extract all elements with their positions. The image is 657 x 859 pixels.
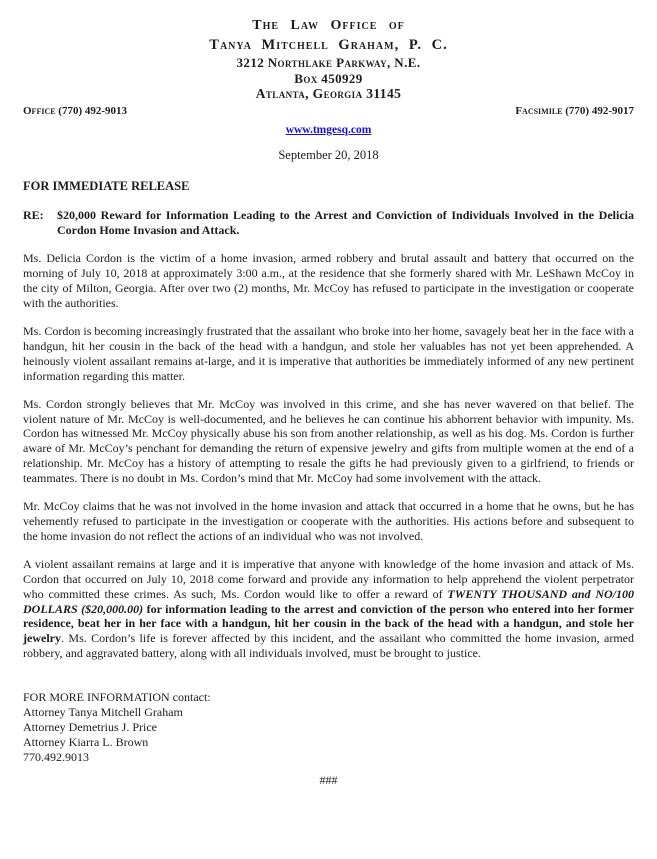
firm-po-box: Box 450929 (294, 71, 363, 86)
contact-attorney-1: Attorney Tanya Mitchell Graham (23, 705, 183, 720)
office-phone: Office (770) 492-9013 (23, 105, 128, 117)
paragraph-frustration: Ms. Cordon is becoming increasingly frustrated that the assailant who broke into her home, savagely beat her in the face with a handgun, hit her cousin in the back of the head with a handgun, and stole her valuables has not yet been apprehended. A heinously violent assailant remains at-large, and it is imperative that authorities be immediately informed of any new pertinent information regarding this matter. (23, 324, 634, 383)
facsimile-phone: Facsimile (770) 492-9017 (515, 105, 634, 117)
reward-amount-text: TWENTY THOUSAND and NO/100 DOLLARS ($20,000.00) (23, 586, 634, 616)
phone-row (23, 104, 634, 118)
letterhead (23, 16, 634, 102)
reward-conditions-text: for information leading to the arrest and conviction of the person who entered into her former residence, beat her in her face with a handgun, hit her cousin in the back of the head with a handgun, and stole her jewelry (23, 601, 634, 646)
document-date: September 20, 2018 (278, 148, 379, 162)
paragraph-beliefs: Ms. Cordon strongly believes that Mr. McCoy was involved in this crime, and she has never wavered on that belief. The violent nature of Mr. McCoy is well-documented, and he believes he can continue his abhorrent behavior with impunity. Ms. Cordon has witnessed Mr. McCoy physically abuse his son from another relationship, as well as his dog. Ms. Cordon is further aware of Mr. McCoy’s penchant for demanding the return of expensive jewelry and gifts from multiple women at the end of a relationship. Mr. McCoy has a history of attempting to resale the gifts he had previously given to a girlfriend, to friends or teammates. There is no doubt in Ms. Cordon’s mind that Mr. McCoy had some involvement with the attack. (23, 396, 634, 486)
firm-street-address: 3212 Northlake Parkway, N.E. (236, 55, 421, 70)
firm-name: Tanya Mitchell Graham, P. C. (209, 37, 448, 53)
paragraph-reward (23, 557, 634, 661)
reward-intro-text: A violent assailant remains at large and it is imperative that anyone with knowledge of the home invasion and attack of Ms. Cordon that occurred on July 10, 2018 come forward and provide any information to help apprehend the violent perpetrator who committed these crimes. As such, Ms. Cordon would like to offer a reward of (23, 556, 634, 601)
reward-closing-text: . Ms. Cordon’s life is forever affected by this incident, and the assailant who committed the home invasion, armed robbery, and aggravated battery, along with all individuals involved, must be brought to justice. (23, 631, 634, 661)
paragraph-mccoy-claims: Mr. McCoy claims that he was not involved in the home invasion and attack that occurred in a home that he owns, but he has vehemently refused to participate in the investigation or cooperate with the authorities. His actions before and subsequent to the home invasion do not reflect the actions of an individual who was not involved. (23, 499, 634, 543)
re-subject-block (23, 208, 634, 238)
contact-heading: FOR MORE INFORMATION contact: (23, 690, 211, 705)
end-of-release-mark: ### (319, 772, 338, 787)
paragraph-victim-summary: Ms. Delicia Cordon is the victim of a home invasion, armed robbery and brutal assault and battery that occurred on the morning of July 10, 2018 at approximately 3:00 a.m., at the residence that she formerly shared with Mr. LeShawn McCoy in the city of Milton, Georgia. After over two (2) months, Mr. McCoy has refused to participate in the investigation or cooperate with the authorities. (23, 251, 634, 311)
firm-title-prefix: The Law Office of (252, 18, 405, 33)
re-label: RE: (23, 208, 44, 222)
contact-block (23, 690, 634, 765)
contact-attorney-2: Attorney Demetrius J. Price (23, 719, 157, 734)
website-row (23, 121, 634, 138)
re-subject-text: $20,000 Reward for Information Leading to the Arrest and Conviction of Individuals Involved in the Delicia Cordon Home Invasion and Attack. (57, 208, 634, 238)
contact-phone: 770.492.9013 (23, 749, 89, 764)
contact-attorney-3: Attorney Kiarra L. Brown (23, 734, 149, 749)
release-heading: FOR IMMEDIATE RELEASE (23, 179, 190, 193)
firm-city-state-zip: Atlanta, Georgia 31145 (255, 86, 402, 101)
website-link[interactable]: www.tmgesq.com (285, 124, 372, 136)
